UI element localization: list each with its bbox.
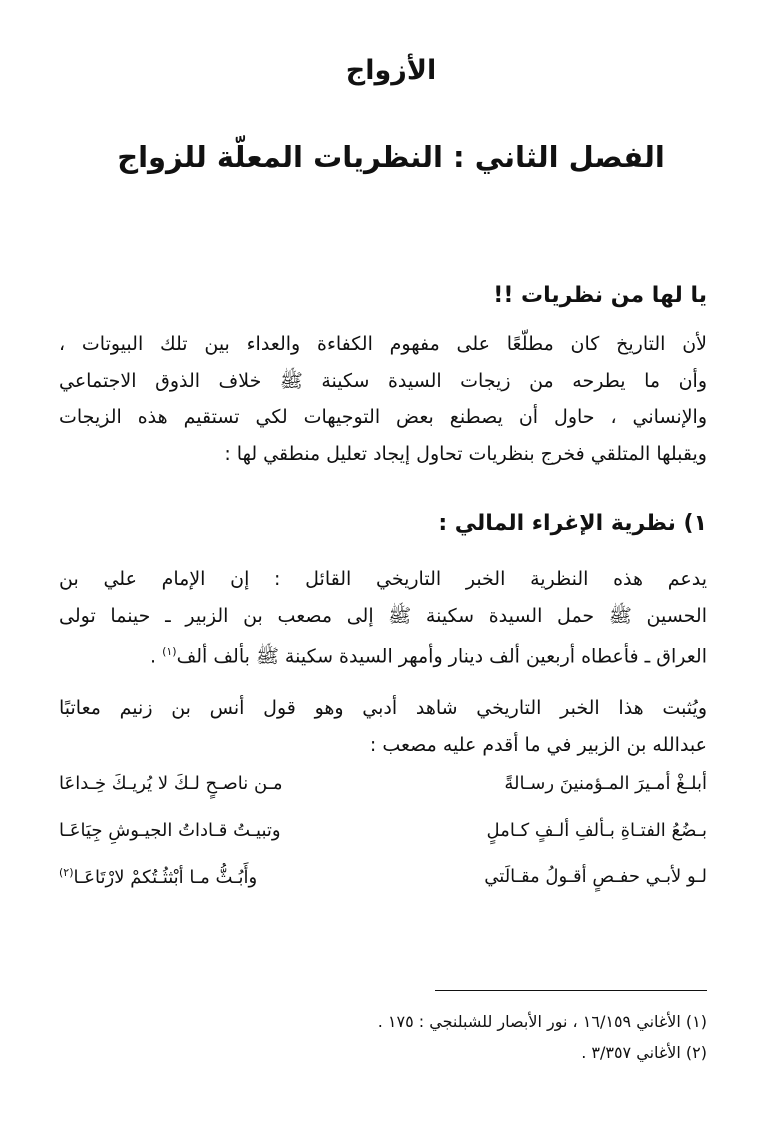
evidence-paragraph	[59, 690, 707, 763]
section-heading-theories: يا لها من نظريات !!	[493, 283, 707, 308]
paragraph-line: ويُثبت هذا الخبر التاريخي شاهد أدبي وهو قول أنس بن زنيم معاتبًا	[59, 697, 707, 719]
running-header: الأزواج	[345, 55, 437, 86]
poem-verse	[59, 820, 707, 860]
paragraph-line: لأن التاريخ كان مطلّعًا على مفهوم الكفاءة والعداء بين تلك البيوتات ،	[59, 333, 707, 355]
verse-first-hemistich: لـو لأبـي حفـصٍ أقـولُ مقـالَتي	[484, 866, 707, 887]
intro-paragraph	[59, 326, 707, 472]
sentence-end: .	[149, 645, 163, 668]
paragraph-line: وأن ما يطرحه من زيجات السيدة سكينة ﷺ خلاف الذوق الاجتماعي	[59, 369, 707, 392]
footnote-1: (١) الأغاني ١٦/١٥٩ ، نور الأبصار للشبلنجي : ١٧٥ .	[377, 1012, 707, 1031]
theory-paragraph	[59, 561, 707, 675]
chapter-title: الفصل الثاني : النظريات المعلّة للزواج	[117, 140, 665, 174]
verse-second-hemistich: وتبيـتُ قـاداتُ الجيـوشِ جِيَاعَـا	[59, 820, 281, 841]
paragraph-line: يدعم هذه النظرية الخبر التاريخي القائل : إن الإمام علي بن	[59, 568, 707, 590]
verse-text: وأَبُـثُّ مـا أبْثثُـتُكمْ لارْتَاعَـا	[73, 867, 258, 888]
verse-second-hemistich: مـن ناصـحٍ لـكَ لا يُريـكَ خِـداعَا	[59, 773, 283, 794]
verse-first-hemistich: أبلـغْ أمـيرَ المـؤمنينَ رسـالةً	[504, 773, 707, 794]
section-heading-financial-temptation: ١) نظرية الإغراء المالي :	[438, 511, 707, 536]
poem-verse	[59, 773, 707, 813]
poem-verse	[59, 866, 707, 906]
paragraph-line-text: العراق ـ فأعطاه أربعين ألف دينار وأمهر السيدة سكينة ﷺ بألف ألف	[176, 645, 707, 668]
paragraph-line: الحسين ﷺ حمل السيدة سكينة ﷺ إلى مصعب بن الزبير ـ حينما تولى	[59, 604, 707, 627]
verse-first-hemistich: بـضُعُ الفتـاةِ بـألفِ ألـفٍ كـاملٍ	[486, 820, 707, 841]
paragraph-line: ويقبلها المتلقي فخرج بنظريات تحاول إيجاد تعليل منطقي لها :	[224, 442, 707, 465]
footnote-divider	[435, 990, 707, 991]
paragraph-line-with-note	[59, 634, 707, 675]
paragraph-line: والإنساني ، حاول أن يصطنع بعض التوجيهات لكي تستقيم هذه الزيجات	[59, 406, 707, 428]
verse-second-hemistich	[59, 866, 359, 888]
footnote-ref-2: (٢)	[59, 866, 74, 879]
footnote-ref-1: (١)	[162, 645, 177, 658]
paragraph-line: عبدالله بن الزبير في ما أقدم عليه مصعب :	[369, 733, 707, 756]
footnote-2: (٢) الأغاني ٣/٣٥٧ .	[581, 1043, 707, 1062]
